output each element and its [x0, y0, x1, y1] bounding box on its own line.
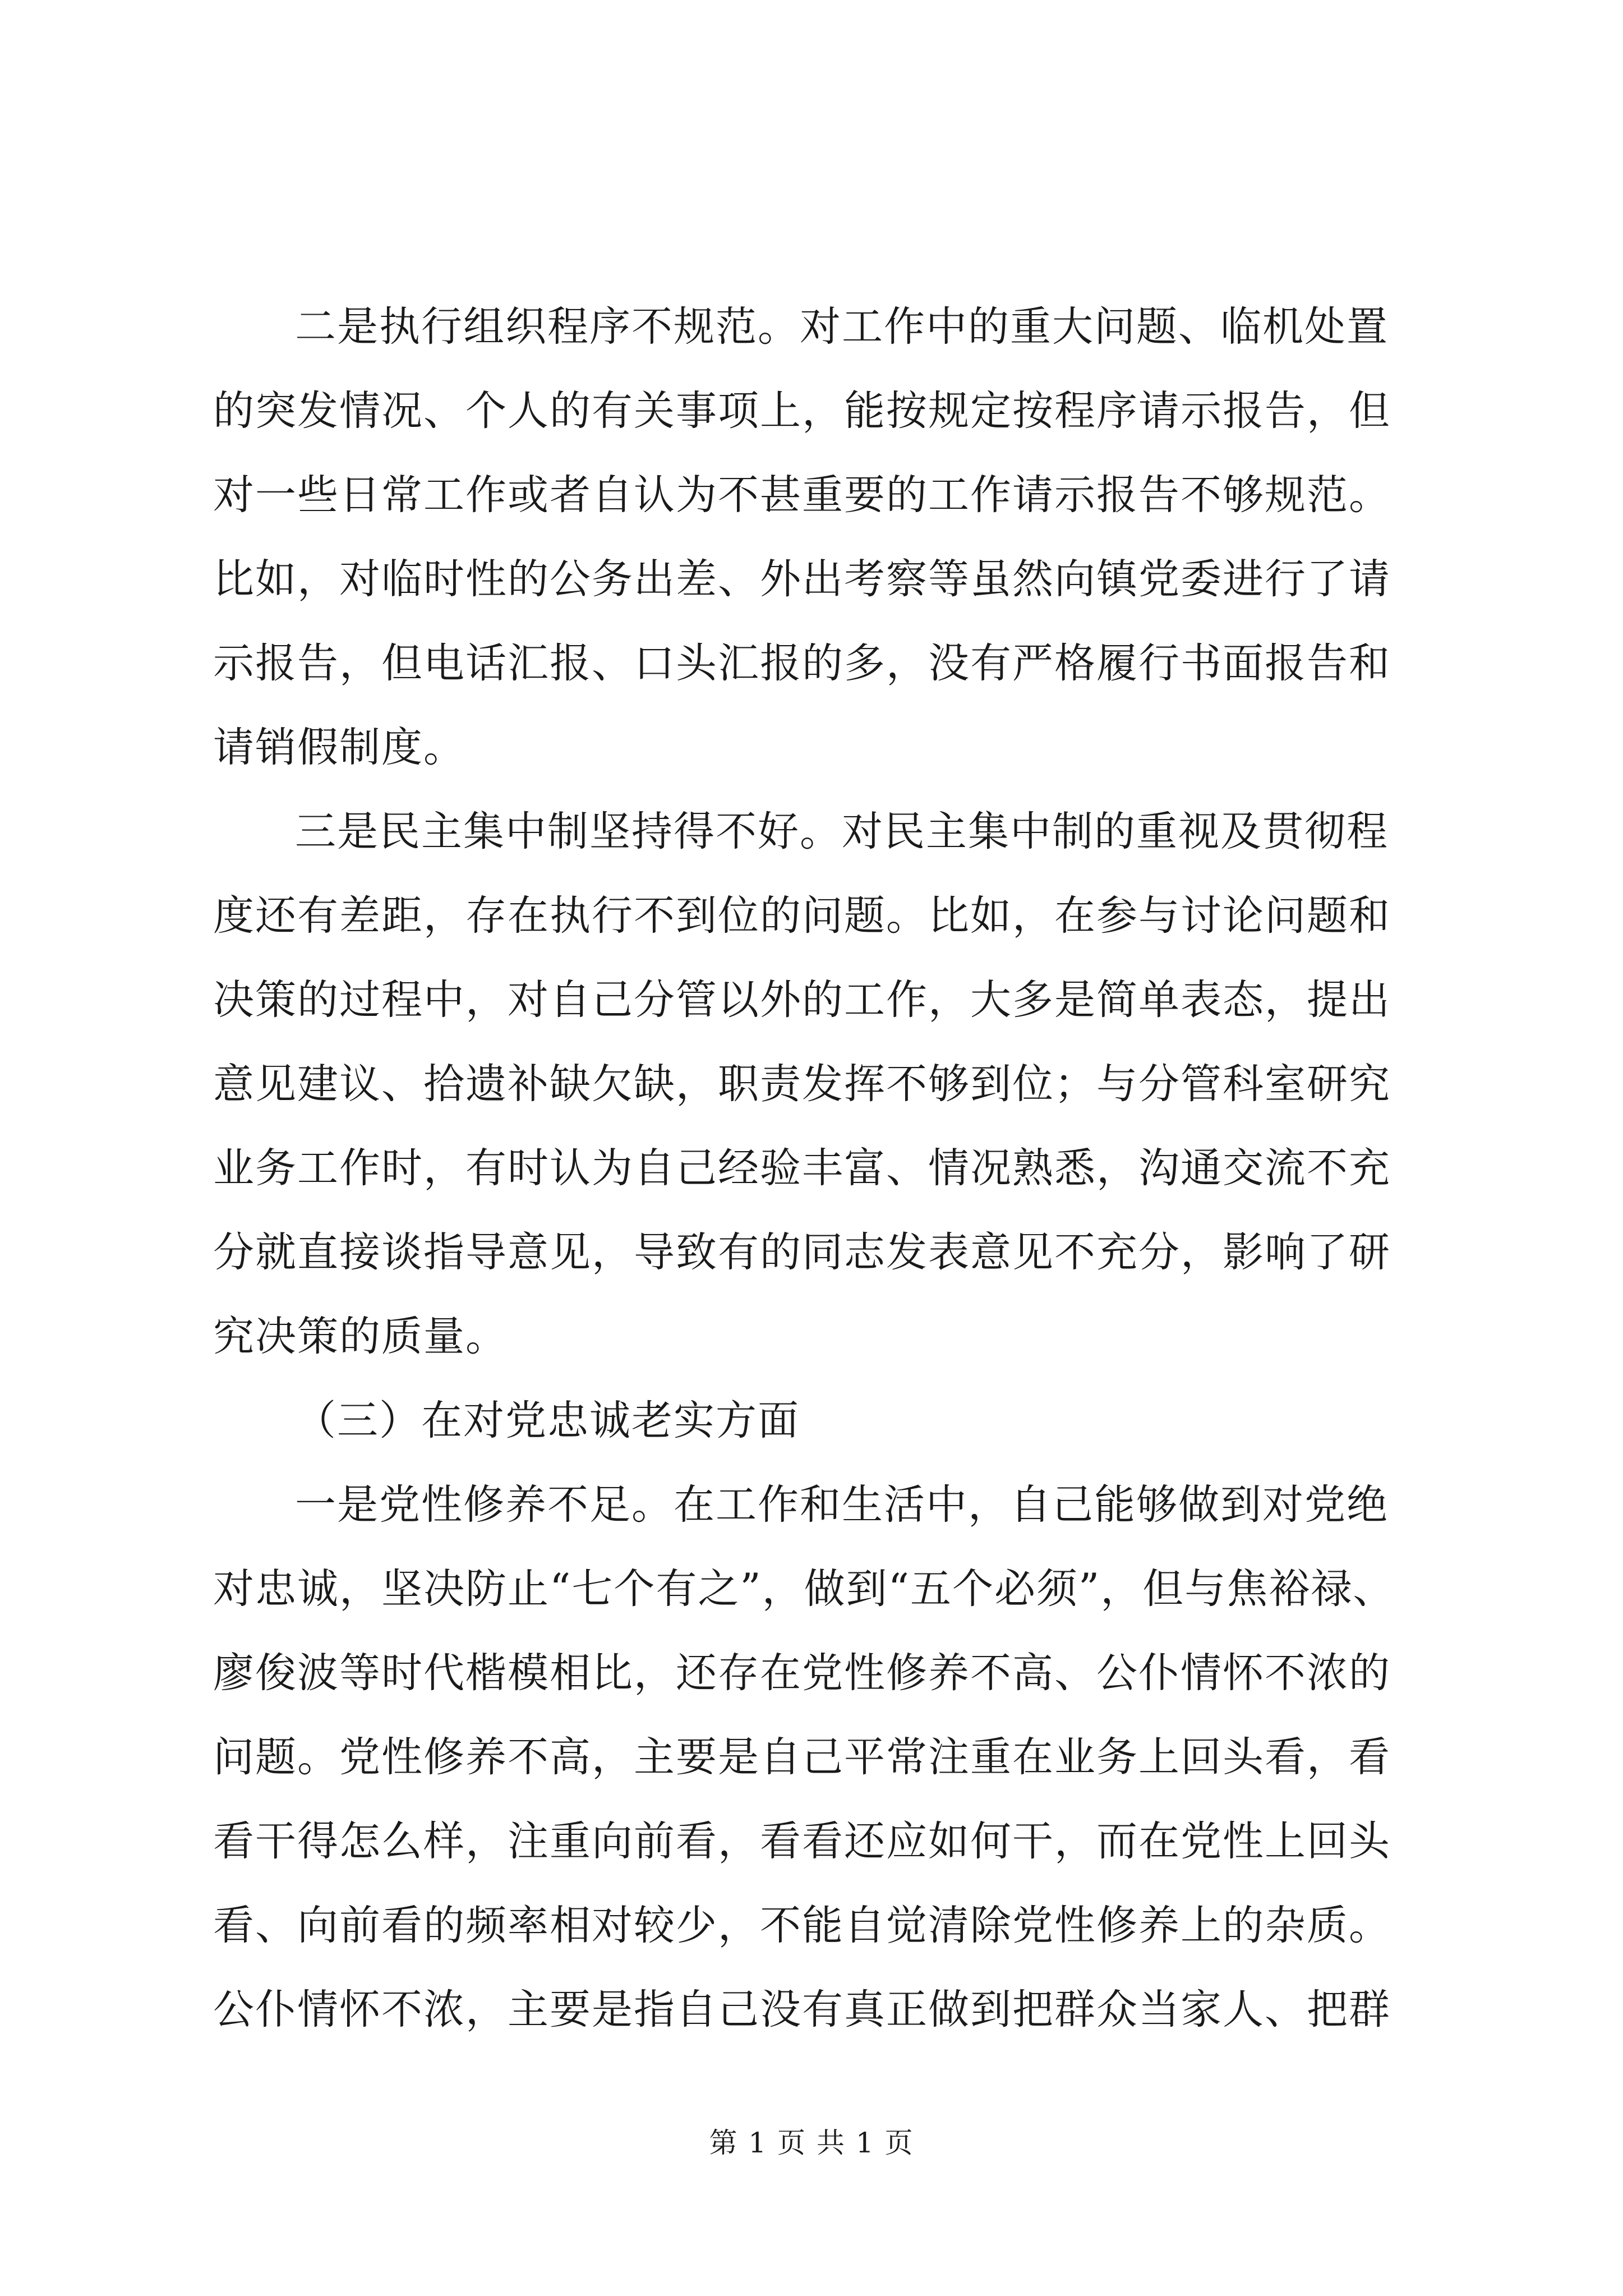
- text-line: 廖俊波等时代楷模相比，还存在党性修养不高、公仆情怀不浓的: [213, 1649, 1391, 1697]
- text-line: 度还有差距，存在执行不到位的问题。比如，在参与讨论问题和: [213, 892, 1391, 940]
- text-line: （三）在对党忠诚老实方面: [295, 1397, 800, 1444]
- text-line: 二是执行组织程序不规范。对工作中的重大问题、临机处置: [295, 303, 1389, 351]
- text-line: 决策的过程中，对自己分管以外的工作，大多是简单表态，提出: [213, 976, 1391, 1024]
- text-line: 对一些日常工作或者自认为不甚重要的工作请示报告不够规范。: [213, 471, 1391, 519]
- text-line: 一是党性修养不足。在工作和生活中，自己能够做到对党绝: [295, 1481, 1389, 1529]
- text-line: 三是民主集中制坚持得不好。对民主集中制的重视及贯彻程: [295, 808, 1389, 855]
- text-line: 请销假制度。: [213, 724, 465, 771]
- text-line: 示报告，但电话汇报、口头汇报的多，没有严格履行书面报告和: [213, 639, 1391, 687]
- document-body: [213, 285, 1427, 2052]
- text-line: 对忠诚，坚决防止“七个有之”，做到“五个必须”，但与焦裕禄、: [213, 1565, 1395, 1613]
- text-line: 公仆情怀不浓，主要是指自己没有真正做到把群众当家人、把群: [213, 1986, 1391, 2033]
- text-line: 究决策的质量。: [213, 1313, 508, 1360]
- text-line: 问题。党性修养不高，主要是自己平常注重在业务上回头看，看: [213, 1733, 1391, 1781]
- text-line: 看干得怎么样，注重向前看，看看还应如何干，而在党性上回头: [213, 1818, 1391, 1865]
- text-line: 业务工作时，有时认为自己经验丰富、情况熟悉，沟通交流不充: [213, 1144, 1391, 1192]
- page-footer: 第 1 页 共 1 页: [709, 2127, 914, 2159]
- text-line: 看、向前看的频率相对较少，不能自觉清除党性修养上的杂质。: [213, 1902, 1391, 1949]
- text-line: 分就直接谈指导意见，导致有的同志发表意见不充分，影响了研: [213, 1228, 1391, 1276]
- text-line: 比如，对临时性的公务出差、外出考察等虽然向镇党委进行了请: [213, 555, 1391, 603]
- text-line: 意见建议、拾遗补缺欠缺，职责发挥不够到位；与分管科室研究: [213, 1060, 1391, 1108]
- text-line: 的突发情况、个人的有关事项上，能按规定按程序请示报告，但: [213, 387, 1391, 435]
